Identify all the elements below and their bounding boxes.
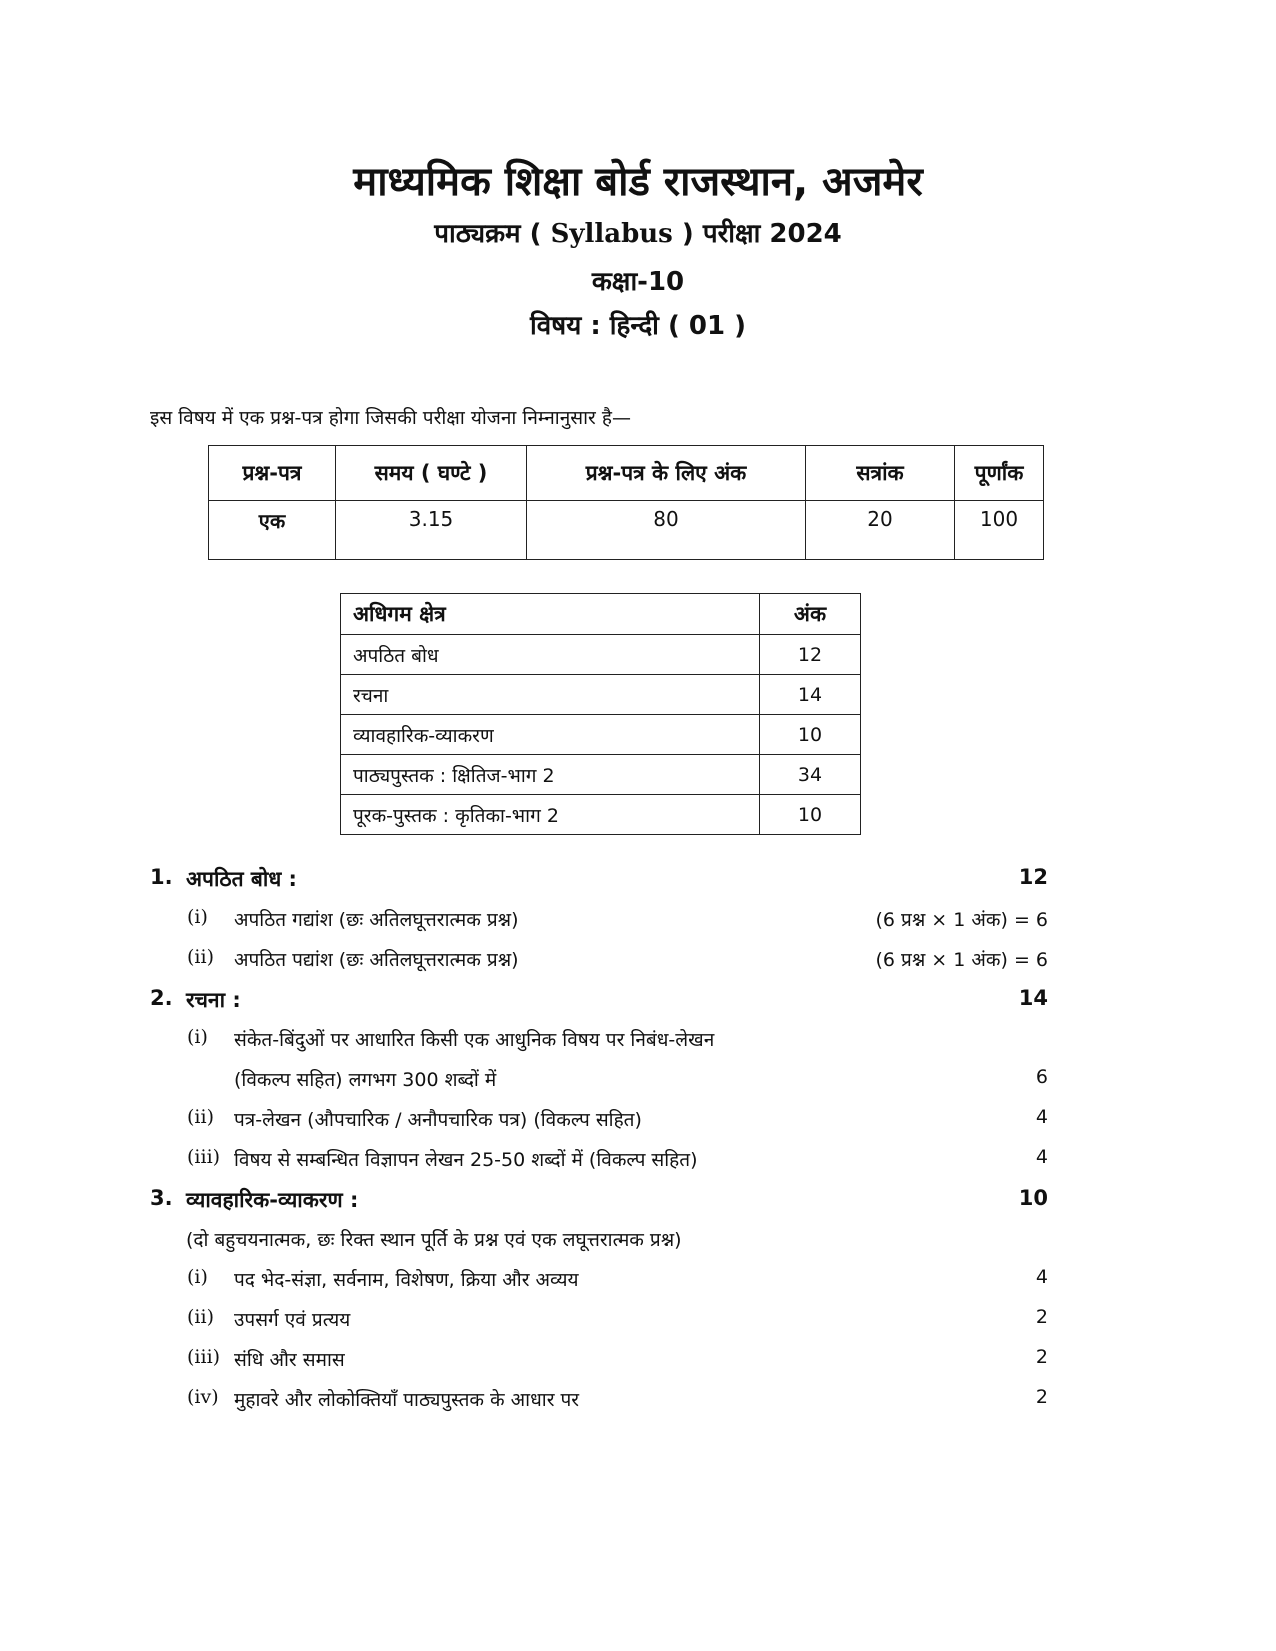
table-cell: अपठित बोध	[341, 635, 760, 675]
intro-text: इस विषय में एक प्रश्न-पत्र होगा जिसकी परीक्षा योजना निम्नानुसार है—	[150, 407, 631, 429]
item-number: (iii)	[187, 1146, 221, 1168]
item-marks-calc: (6 प्रश्न × 1 अंक) = 6	[875, 949, 1048, 971]
table-cell: 20	[806, 501, 955, 560]
table-cell: 10	[760, 715, 861, 755]
board-title: माध्यमिक शिक्षा बोर्ड राजस्थान, अजमेर	[353, 159, 923, 205]
exam-scheme-table	[208, 445, 1044, 560]
section-title: व्यावहारिक-व्याकरण :	[186, 1188, 359, 1212]
note-text: (दो बहुचयनात्मक, छः रिक्त स्थान पूर्ति के प्रश्न एवं एक लघूत्तरात्मक प्रश्न)	[186, 1229, 682, 1251]
item-text: पत्र-लेखन (औपचारिक / अनौपचारिक पत्र) (विकल्प सहित)	[234, 1109, 642, 1131]
section-number: 1.	[150, 865, 173, 889]
learning-areas-table	[340, 593, 861, 835]
section-marks: 14	[1018, 986, 1048, 1010]
header-cell: प्रश्न-पत्र	[209, 446, 336, 501]
list-item	[0, 1386, 1276, 1420]
item-text: मुहावरे और लोकोक्तियाँ पाठ्यपुस्तक के आधार पर	[234, 1389, 580, 1411]
item-marks: 2	[1035, 1306, 1048, 1328]
header-cell: समय ( घण्टे )	[336, 446, 527, 501]
section-heading	[0, 865, 1276, 899]
table-row	[341, 715, 861, 755]
syllabus-suffix: ) परीक्षा 2024	[681, 219, 842, 249]
item-number: (i)	[187, 1266, 208, 1288]
list-item	[0, 1146, 1276, 1180]
item-text: उपसर्ग एवं प्रत्यय	[234, 1309, 351, 1331]
syllabus-title	[0, 214, 1276, 250]
table-cell: 3.15	[336, 501, 527, 560]
table-cell: 80	[527, 501, 806, 560]
table-cell: रचना	[341, 675, 760, 715]
table-header-row	[209, 446, 1044, 501]
table-row	[341, 635, 861, 675]
list-item-continuation	[0, 1066, 1276, 1100]
table-header-row	[341, 594, 861, 635]
header-cell: प्रश्न-पत्र के लिए अंक	[527, 446, 806, 501]
section-title: रचना :	[186, 988, 241, 1012]
item-number: (ii)	[187, 1306, 214, 1328]
item-number: (iii)	[187, 1346, 221, 1368]
header-cell: पूर्णांक	[955, 446, 1044, 501]
header-cell: अधिगम क्षेत्र	[341, 594, 760, 635]
table-cell: 10	[760, 795, 861, 835]
syllabus-prefix: पाठ्यक्रम (	[434, 219, 542, 249]
item-marks: 4	[1035, 1146, 1048, 1168]
table-cell: 100	[955, 501, 1044, 560]
section-number: 3.	[150, 1186, 173, 1210]
item-number: (ii)	[187, 946, 214, 968]
item-marks: 2	[1035, 1386, 1048, 1408]
list-item	[0, 1346, 1276, 1380]
item-text: संकेत-बिंदुओं पर आधारित किसी एक आधुनिक विषय पर निबंध-लेखन	[234, 1029, 715, 1051]
list-item	[0, 906, 1276, 940]
table-cell: पाठ्यपुस्तक : क्षितिज-भाग 2	[341, 755, 760, 795]
item-text: अपठित पद्यांश (छः अतिलघूत्तरात्मक प्रश्न)	[234, 949, 519, 971]
section-marks: 12	[1018, 865, 1048, 889]
item-marks-calc: (6 प्रश्न × 1 अंक) = 6	[875, 909, 1048, 931]
syllabus-english: Syllabus	[550, 219, 673, 249]
table-cell: एक	[209, 501, 336, 560]
item-number: (iv)	[187, 1386, 219, 1408]
table-cell: 14	[760, 675, 861, 715]
item-text: विषय से सम्बन्धित विज्ञापन लेखन 25-50 शब्दों में (विकल्प सहित)	[234, 1149, 698, 1171]
table-row	[341, 755, 861, 795]
item-text: (विकल्प सहित) लगभग 300 शब्दों में	[234, 1069, 497, 1091]
item-marks: 4	[1035, 1266, 1048, 1288]
item-marks: 4	[1035, 1106, 1048, 1128]
table-cell: 34	[760, 755, 861, 795]
item-number: (i)	[187, 906, 208, 928]
table-row	[341, 675, 861, 715]
item-text: अपठित गद्यांश (छः अतिलघूत्तरात्मक प्रश्न)	[234, 909, 519, 931]
table-cell: पूरक-पुस्तक : कृतिका-भाग 2	[341, 795, 760, 835]
item-text: पद भेद-संज्ञा, सर्वनाम, विशेषण, क्रिया और अव्यय	[234, 1269, 579, 1291]
subject-title: विषय : हिन्दी ( 01 )	[529, 311, 746, 341]
list-item	[0, 1026, 1276, 1060]
item-marks: 6	[1035, 1066, 1048, 1088]
item-number: (ii)	[187, 1106, 214, 1128]
section-note	[0, 1226, 1276, 1260]
section-title: अपठित बोध :	[186, 867, 297, 891]
item-number: (i)	[187, 1026, 208, 1048]
table-cell: व्यावहारिक-व्याकरण	[341, 715, 760, 755]
section-heading	[0, 1186, 1276, 1220]
class-title: कक्षा-10	[591, 267, 685, 297]
list-item	[0, 946, 1276, 980]
item-text: संधि और समास	[234, 1349, 345, 1371]
header-cell: अंक	[760, 594, 861, 635]
table-row	[209, 501, 1044, 560]
table-cell: 12	[760, 635, 861, 675]
item-marks: 2	[1035, 1346, 1048, 1368]
section-marks: 10	[1018, 1186, 1048, 1210]
table-row	[341, 795, 861, 835]
section-heading	[0, 986, 1276, 1020]
list-item	[0, 1106, 1276, 1140]
section-number: 2.	[150, 986, 173, 1010]
header-cell: सत्रांक	[806, 446, 955, 501]
list-item	[0, 1266, 1276, 1300]
list-item	[0, 1306, 1276, 1340]
